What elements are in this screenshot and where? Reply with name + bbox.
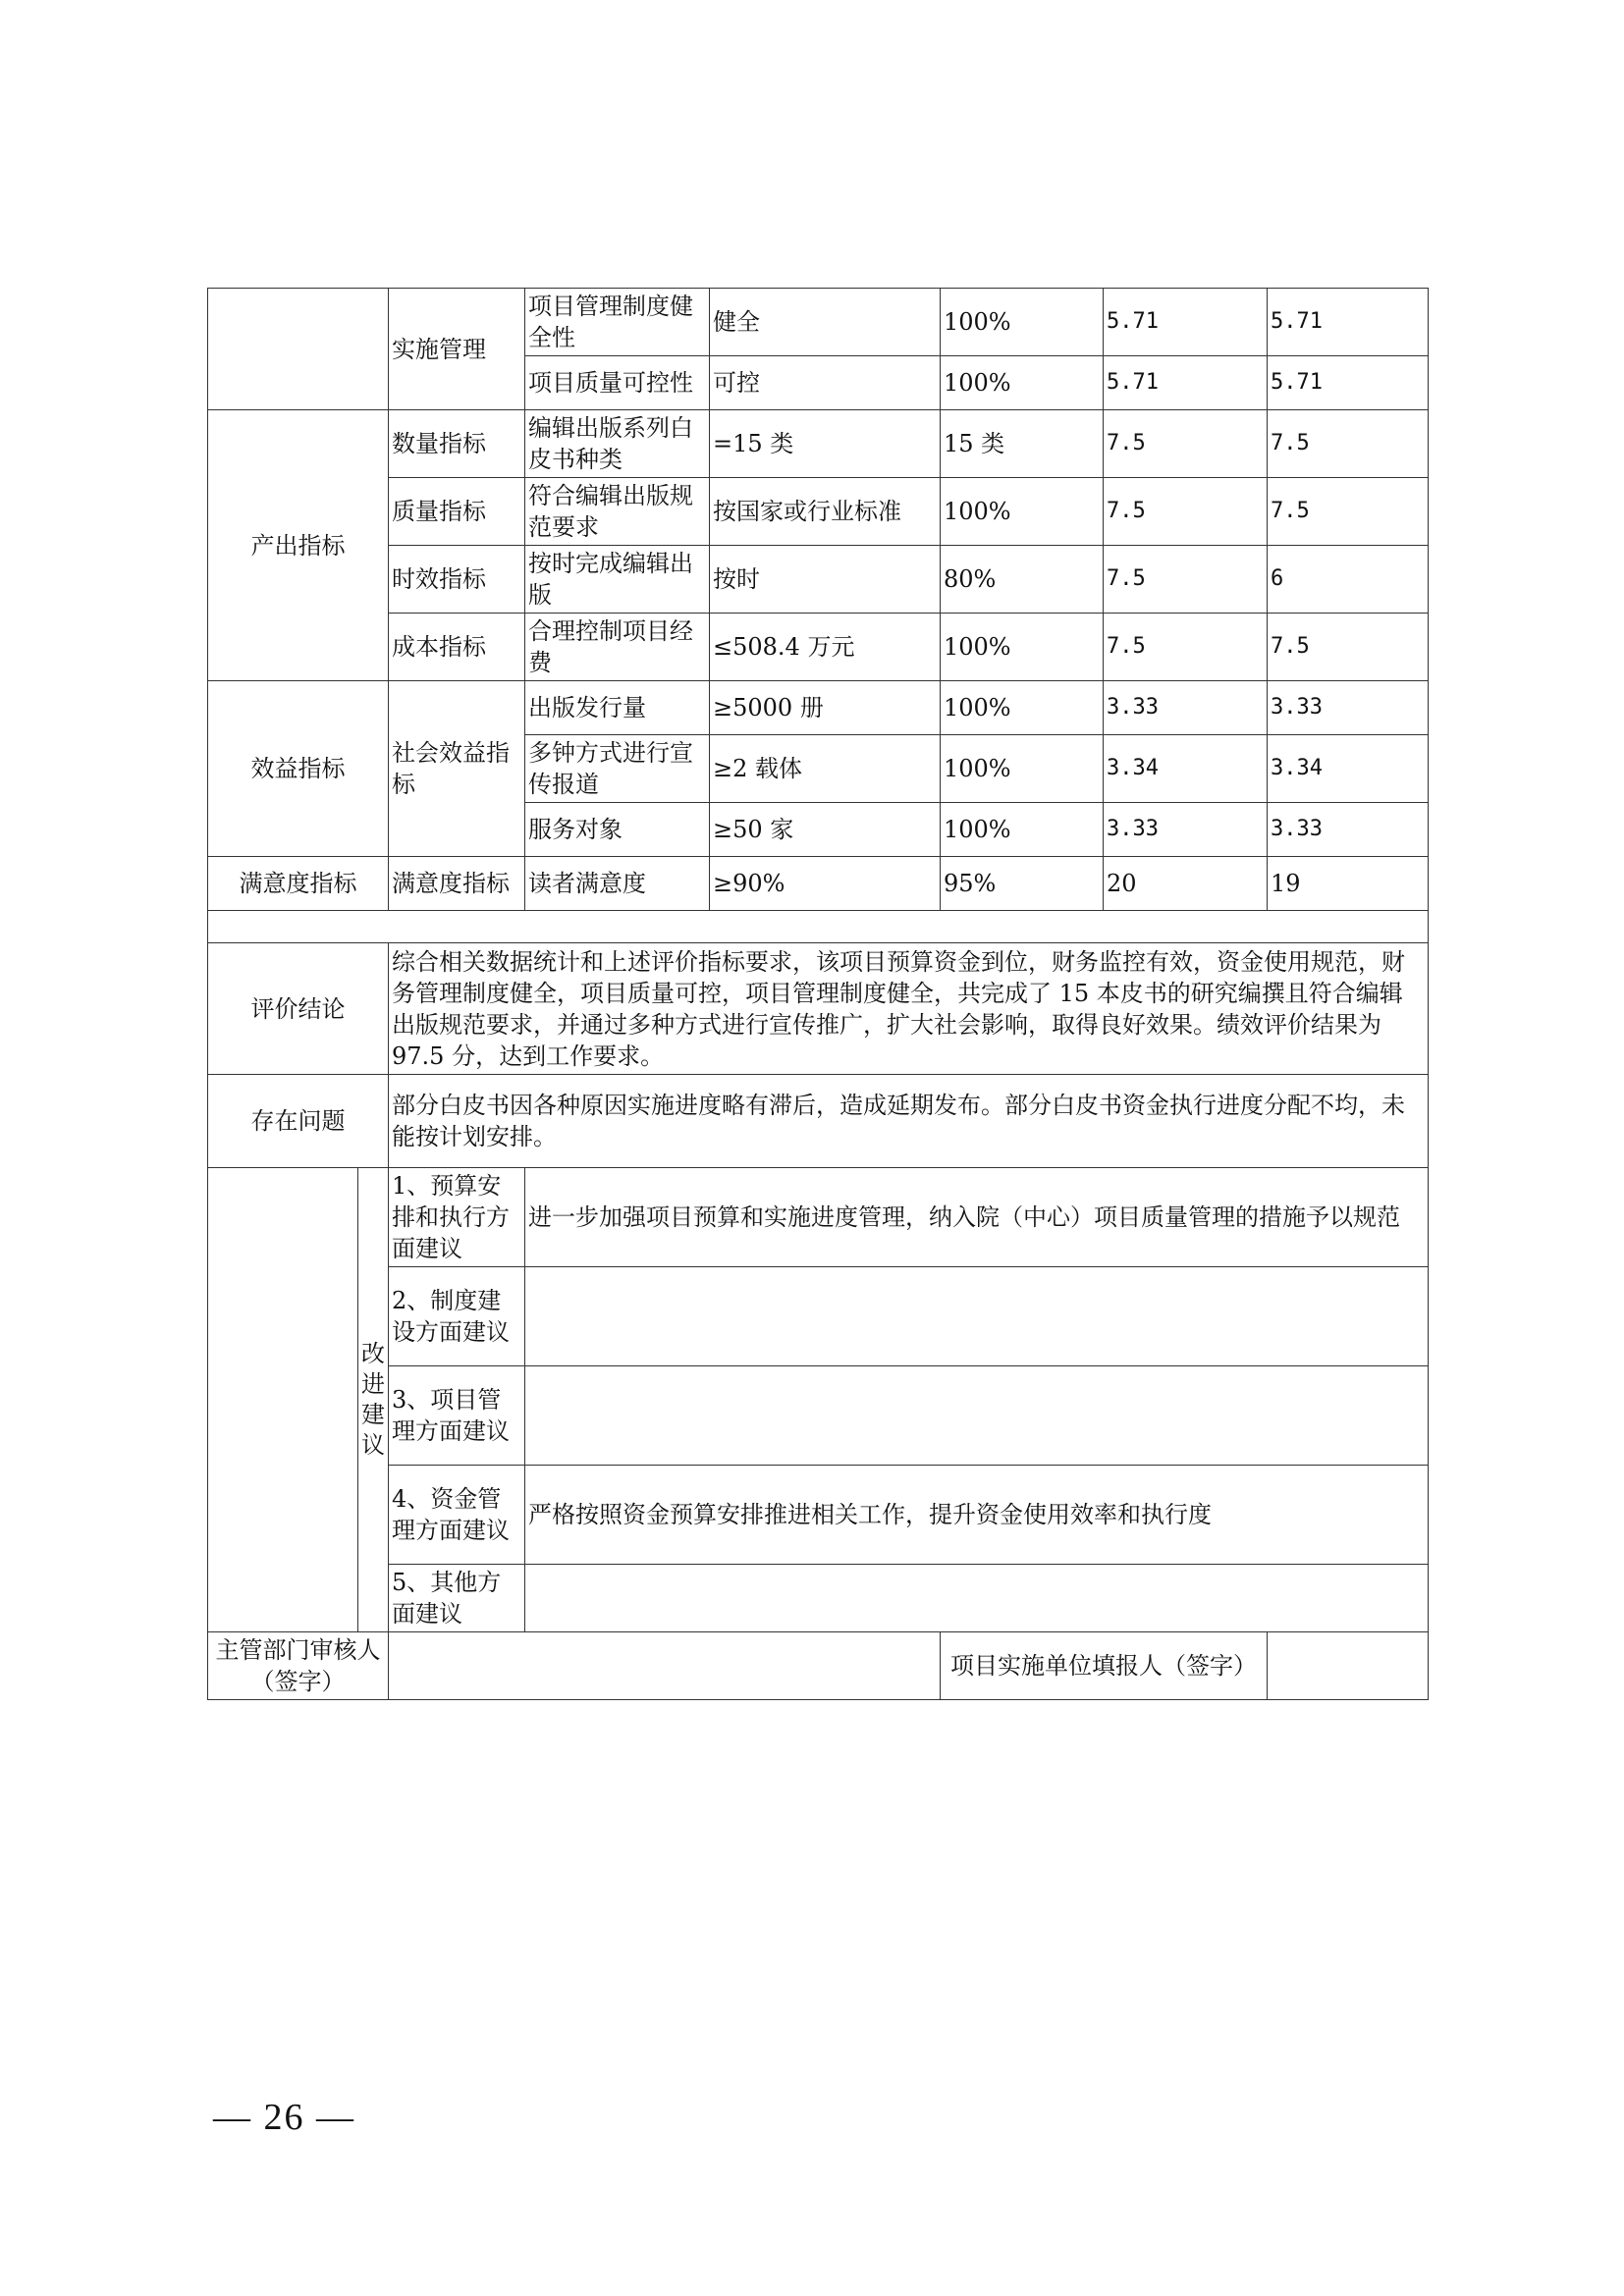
- problems-label: 存在问题: [208, 1075, 389, 1168]
- weight-cell: 5.71: [1104, 356, 1268, 410]
- blank-row-cell: [208, 911, 1429, 943]
- suggestion-item-text: 进一步加强项目预算和实施进度管理，纳入院（中心）项目质量管理的措施予以规范: [525, 1168, 1429, 1267]
- category-cell: 满意度指标: [208, 857, 389, 911]
- actual-cell: 100%: [941, 803, 1104, 857]
- score-cell: 7.5: [1268, 410, 1429, 478]
- weight-cell: 3.33: [1104, 803, 1268, 857]
- reporter-signature-field: [1268, 1632, 1429, 1700]
- table-row: [208, 478, 1429, 546]
- suggestions-spacer-cell: [208, 1168, 358, 1632]
- score-cell: 6: [1268, 546, 1429, 614]
- suggestion-item-text: [525, 1565, 1429, 1632]
- target-cell: ≥2 载体: [710, 735, 941, 803]
- problems-text: 部分白皮书因各种原因实施进度略有滞后，造成延期发布。部分白皮书资金执行进度分配不均，未能按计划安排。: [389, 1075, 1429, 1168]
- sub-category-cell: 质量指标: [389, 478, 525, 546]
- reviewer-signature-label: 主管部门审核人（签字）: [208, 1632, 389, 1700]
- target-cell: 可控: [710, 356, 941, 410]
- indicator-cell: 服务对象: [525, 803, 710, 857]
- table-row: [208, 1267, 1429, 1366]
- score-cell: 5.71: [1268, 289, 1429, 356]
- suggestions-label: [358, 1168, 389, 1632]
- weight-cell: 7.5: [1104, 546, 1268, 614]
- target-cell: =15 类: [710, 410, 941, 478]
- suggestion-item-label: 2、制度建设方面建议: [389, 1267, 525, 1366]
- indicator-cell: 符合编辑出版规范要求: [525, 478, 710, 546]
- reporter-signature-label: 项目实施单位填报人（签字）: [941, 1632, 1268, 1700]
- table-row: [208, 1632, 1429, 1700]
- suggestions-label-text: 改进建议: [361, 1340, 385, 1459]
- table-row: [208, 857, 1429, 911]
- category-cell: 效益指标: [208, 681, 389, 857]
- sub-category-cell: 成本指标: [389, 614, 525, 681]
- actual-cell: 100%: [941, 478, 1104, 546]
- score-cell: 3.34: [1268, 735, 1429, 803]
- sub-category-cell: 实施管理: [389, 289, 525, 410]
- category-cell: 产出指标: [208, 410, 389, 681]
- target-cell: ≥90%: [710, 857, 941, 911]
- table-row: [208, 614, 1429, 681]
- table-row: [208, 1466, 1429, 1565]
- reviewer-signature-field: [389, 1632, 941, 1700]
- weight-cell: 7.5: [1104, 410, 1268, 478]
- score-cell: 19: [1268, 857, 1429, 911]
- target-cell: 健全: [710, 289, 941, 356]
- actual-cell: 95%: [941, 857, 1104, 911]
- indicator-cell: 编辑出版系列白皮书种类: [525, 410, 710, 478]
- suggestion-item-label: 3、项目管理方面建议: [389, 1366, 525, 1466]
- table-row: [208, 289, 1429, 356]
- table-row: [208, 1565, 1429, 1632]
- sub-category-cell: 时效指标: [389, 546, 525, 614]
- performance-evaluation-table: [207, 288, 1429, 1700]
- target-cell: ≥5000 册: [710, 681, 941, 735]
- actual-cell: 100%: [941, 681, 1104, 735]
- sub-category-cell: 数量指标: [389, 410, 525, 478]
- suggestion-item-label: 1、预算安排和执行方面建议: [389, 1168, 525, 1267]
- suggestion-item-text: [525, 1267, 1429, 1366]
- target-cell: ≥50 家: [710, 803, 941, 857]
- table-row: [208, 1075, 1429, 1168]
- score-cell: 3.33: [1268, 803, 1429, 857]
- actual-cell: 100%: [941, 289, 1104, 356]
- target-cell: 按国家或行业标准: [710, 478, 941, 546]
- indicator-cell: 合理控制项目经费: [525, 614, 710, 681]
- actual-cell: 15 类: [941, 410, 1104, 478]
- target-cell: ≤508.4 万元: [710, 614, 941, 681]
- actual-cell: 100%: [941, 614, 1104, 681]
- actual-cell: 80%: [941, 546, 1104, 614]
- indicator-cell: 读者满意度: [525, 857, 710, 911]
- empty-category-cell: [208, 289, 389, 410]
- table-row: [208, 943, 1429, 1075]
- table-row: [208, 410, 1429, 478]
- weight-cell: 5.71: [1104, 289, 1268, 356]
- suggestion-item-label: 4、资金管理方面建议: [389, 1466, 525, 1565]
- indicator-cell: 项目质量可控性: [525, 356, 710, 410]
- conclusion-label: 评价结论: [208, 943, 389, 1075]
- weight-cell: 3.34: [1104, 735, 1268, 803]
- table-row: [208, 681, 1429, 735]
- table-row: [208, 1168, 1429, 1267]
- indicator-cell: 出版发行量: [525, 681, 710, 735]
- table-row: [208, 911, 1429, 943]
- score-cell: 3.33: [1268, 681, 1429, 735]
- suggestion-item-text: 严格按照资金预算安排推进相关工作，提升资金使用效率和执行度: [525, 1466, 1429, 1565]
- weight-cell: 7.5: [1104, 478, 1268, 546]
- score-cell: 7.5: [1268, 478, 1429, 546]
- conclusion-text: 综合相关数据统计和上述评价指标要求，该项目预算资金到位，财务监控有效，资金使用规范，财务管理制度健全，项目质量可控，项目管理制度健全，共完成了 15 本皮书的研究编撰且符合编辑出版规范要求，并通过多种方式进行宣传推广，扩大社会影响，取得良好效果。绩效评价结果为 97.5 分，达到工作要求。: [389, 943, 1429, 1075]
- score-cell: 7.5: [1268, 614, 1429, 681]
- indicator-cell: 项目管理制度健全性: [525, 289, 710, 356]
- weight-cell: 3.33: [1104, 681, 1268, 735]
- actual-cell: 100%: [941, 356, 1104, 410]
- score-cell: 5.71: [1268, 356, 1429, 410]
- sub-category-cell: 满意度指标: [389, 857, 525, 911]
- indicator-cell: 按时完成编辑出版: [525, 546, 710, 614]
- sub-category-cell: 社会效益指标: [389, 681, 525, 857]
- suggestion-item-text: [525, 1366, 1429, 1466]
- target-cell: 按时: [710, 546, 941, 614]
- page-number: — 26 —: [213, 2097, 355, 2138]
- weight-cell: 20: [1104, 857, 1268, 911]
- indicator-cell: 多钟方式进行宣传报道: [525, 735, 710, 803]
- suggestion-item-label: 5、其他方面建议: [389, 1565, 525, 1632]
- actual-cell: 100%: [941, 735, 1104, 803]
- table-row: [208, 1366, 1429, 1466]
- weight-cell: 7.5: [1104, 614, 1268, 681]
- table-row: [208, 546, 1429, 614]
